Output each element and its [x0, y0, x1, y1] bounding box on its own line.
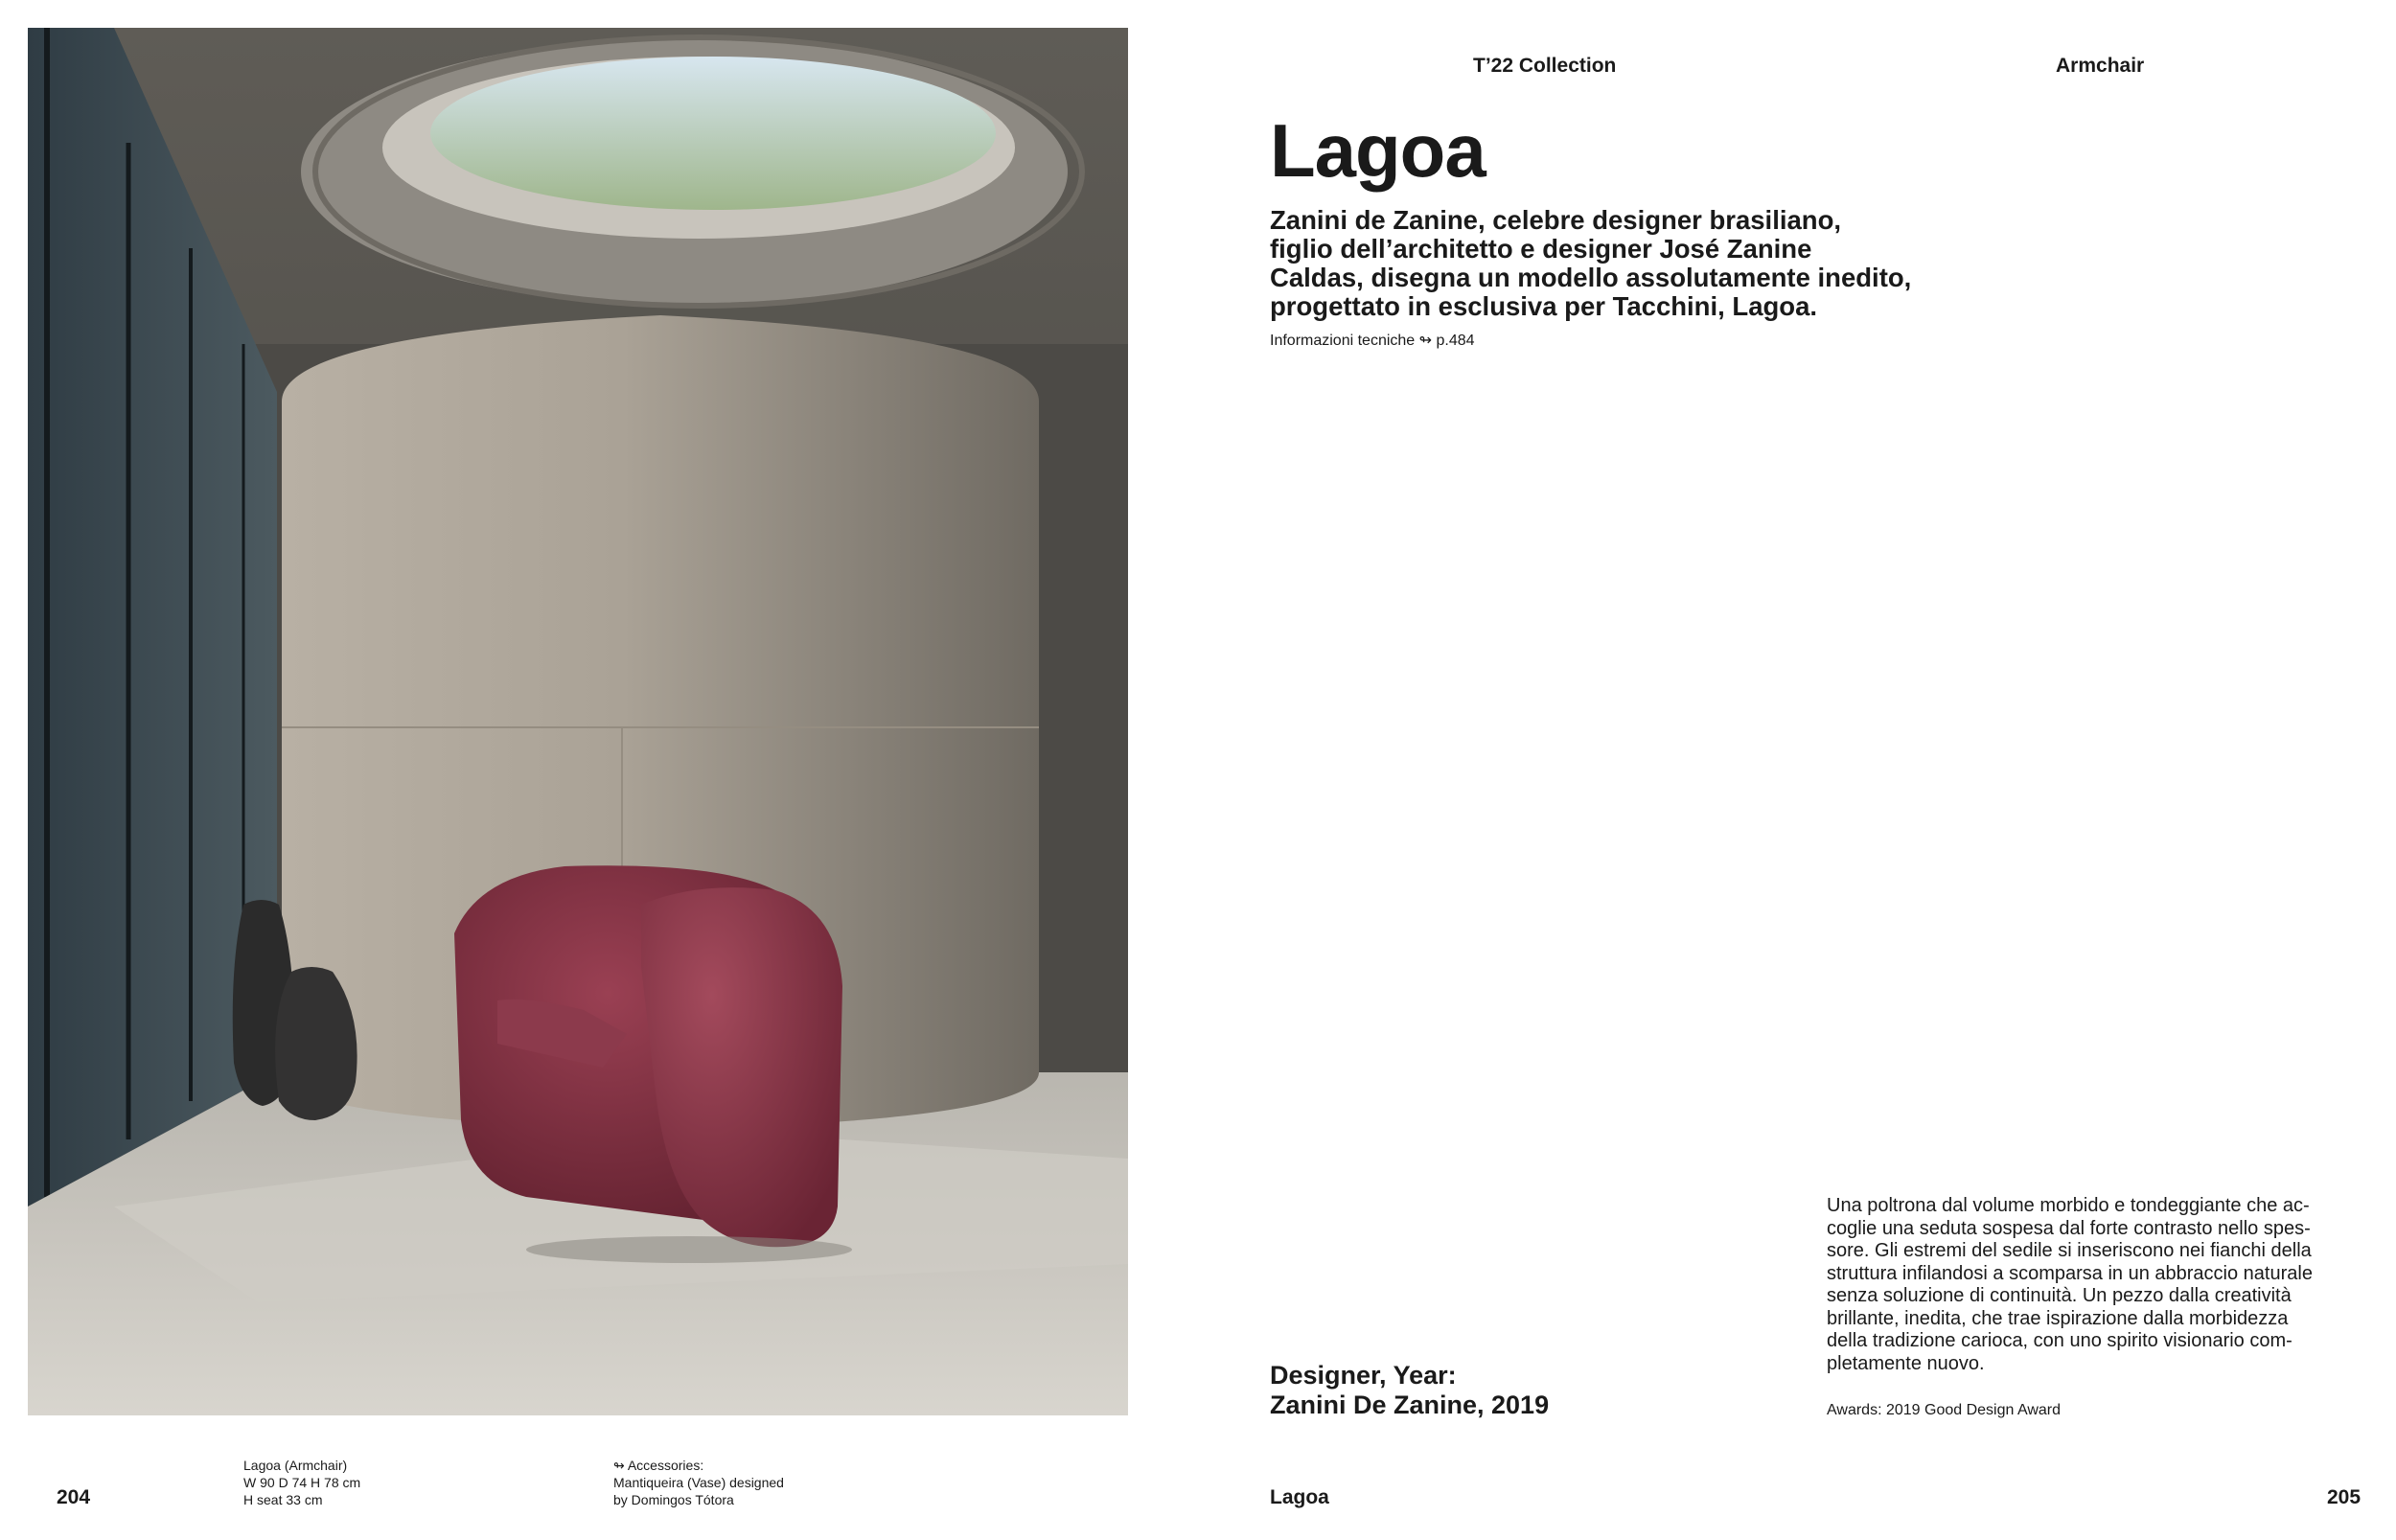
caption-line: Mantiqueira (Vase) designed	[613, 1475, 784, 1490]
caption-accessories	[613, 1457, 784, 1508]
description-line: della tradizione carioca, con uno spirito visionario com-	[1827, 1330, 2292, 1351]
lead-line: progettato in esclusiva per Tacchini, Lagoa.	[1270, 291, 1818, 321]
header-collection: T’22 Collection	[1473, 55, 1617, 77]
description-line: brillante, inedita, che trae ispirazione dalla morbidezza	[1827, 1307, 2289, 1329]
caption-line: H seat 33 cm	[243, 1492, 323, 1507]
description-line: coglie una seduta sospesa dal forte contrasto nello spes-	[1827, 1217, 2311, 1239]
lead-line: Zanini de Zanine, celebre designer brasiliano,	[1270, 205, 1842, 235]
description-line: senza soluzione di continuità. Un pezzo dalla creatività	[1827, 1285, 2292, 1306]
caption-line: ↬ Accessories:	[613, 1458, 704, 1473]
description-line: Una poltrona dal volume morbido e tondeggiante che ac-	[1827, 1195, 2310, 1216]
description-line: struttura infilandosi a scomparsa in un abbraccio naturale	[1827, 1262, 2313, 1284]
description-line: pletamente nuovo.	[1827, 1352, 1985, 1374]
lead-line: figlio dell’architetto e designer José Zanine	[1270, 234, 1812, 264]
description	[1827, 1195, 2383, 1375]
footer-product-name: Lagoa	[1270, 1486, 1329, 1508]
header-category: Armchair	[2056, 55, 2145, 77]
page-number-right: 205	[2327, 1486, 2361, 1508]
page-number-left: 204	[57, 1486, 91, 1508]
product-photo	[28, 28, 1128, 1415]
caption-product	[243, 1457, 360, 1508]
caption-line: W 90 D 74 H 78 cm	[243, 1475, 361, 1490]
page-title: Lagoa	[1270, 108, 1486, 193]
lead-line: Caldas, disegna un modello assolutamente inedito,	[1270, 263, 1912, 292]
description-line: sore. Gli estremi del sedile si inseriscono nei fianchi della	[1827, 1240, 2312, 1261]
awards: Awards: 2019 Good Design Award	[1827, 1402, 2062, 1418]
lead-paragraph	[1270, 206, 1941, 321]
designer-block	[1270, 1361, 1549, 1420]
tech-info-link[interactable]: Informazioni tecniche ↬ p.484	[1270, 333, 1475, 349]
caption-line: by Domingos Tótora	[613, 1492, 734, 1507]
designer-value: Zanini De Zanine, 2019	[1270, 1391, 1550, 1419]
designer-label: Designer, Year:	[1270, 1361, 1457, 1390]
caption-line: Lagoa (Armchair)	[243, 1458, 348, 1473]
